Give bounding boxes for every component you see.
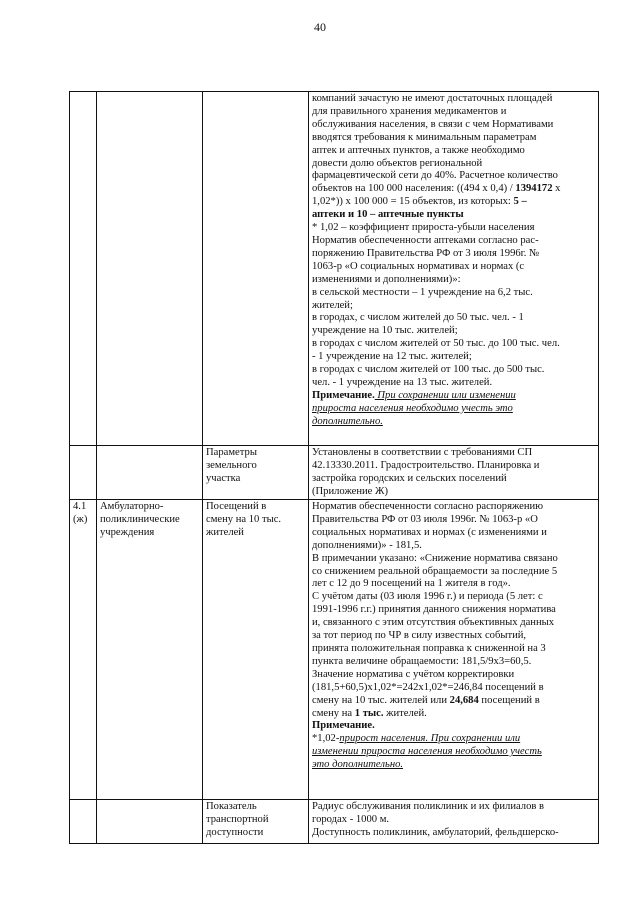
text-line: Правительства РФ от 03 июля 1996г. № 1063-р «О <box>312 513 538 525</box>
parameter-cell <box>203 446 309 500</box>
text-line: застройка городских и сельских поселений <box>312 472 507 484</box>
row-number-cell <box>70 446 97 500</box>
text-line: со снижением реальной обращаемости за последние 5 <box>312 565 558 577</box>
table-row <box>70 500 599 800</box>
text-line: социальных нормативах и нормах (с изменениями и <box>312 526 547 538</box>
text-line: 1063-р «О социальных нормативах и нормах (с <box>312 260 525 272</box>
facility-name: учреждения <box>100 526 155 538</box>
text-line: лет с 12 до 9 посещений на 1 жителя в год». <box>312 578 511 590</box>
text-line: принята положительная поправка к сниженной на 3 <box>312 642 546 654</box>
facility-name-cell <box>97 446 203 500</box>
table-row <box>70 92 599 446</box>
text-line: Норматив обеспеченности аптеками согласно рас- <box>312 234 539 246</box>
text-line: (Приложение Ж) <box>312 485 389 497</box>
text-line <box>312 196 595 209</box>
note-text: дополнительно. <box>312 415 383 427</box>
norms-table <box>69 91 599 844</box>
content-cell <box>309 800 599 844</box>
text-line: 1991-1996 г.г.) принятия данного снижения норматива <box>312 604 556 616</box>
text-line: Норматив обеспеченности согласно распоряжению <box>312 501 544 512</box>
formula-text: жителей. <box>383 707 427 719</box>
text-line <box>312 183 595 196</box>
text-line: довести долю объектов региональной <box>312 157 483 169</box>
formula-text: смену на <box>312 707 355 719</box>
parameter-label: жителей <box>206 526 244 538</box>
parameter-cell <box>203 92 309 446</box>
text-line: С учётом даты (03 июля 1996 г.) и периода (5 лет: с <box>312 591 543 603</box>
formula-text: посещений в <box>478 694 540 706</box>
note-text: При сохранении или изменении <box>374 389 516 401</box>
parameter-label: Параметры <box>206 447 257 458</box>
text-line: и, связанного с этим отсутствия объективных данных <box>312 617 555 629</box>
row-number-cell <box>70 800 97 844</box>
note-label: Примечание. <box>312 389 375 401</box>
note-text: прироста населения необходимо учесть это <box>312 402 513 414</box>
parameter-label: транспортной <box>206 813 269 825</box>
note-label: Примечание. <box>312 720 375 732</box>
text-line: 42.13330.2011. Градостроительство. Планировка и <box>312 459 540 471</box>
parameter-label: смену на 10 тыс. <box>206 513 282 525</box>
formula-text: объектов на 100 000 населения: ((494 x 0,4) / <box>312 183 513 195</box>
text-line: в городах с числом жителей от 50 тыс. до 100 тыс. чел. <box>312 338 560 350</box>
text-line: обслуживания населения, в связи с чем Нормативами <box>312 118 554 130</box>
text-line: чел. - 1 учреждение на 13 тыс. жителей. <box>312 376 493 388</box>
facility-name-cell <box>97 500 203 800</box>
text-line: В примечании указано: «Снижение норматива связано <box>312 552 558 564</box>
text-line <box>312 733 595 746</box>
text-line: в сельской местности – 1 учреждение на 6,2 тыс. <box>312 286 533 298</box>
row-number-cell <box>70 92 97 446</box>
text-line <box>312 708 595 721</box>
formula-text: x <box>552 183 561 195</box>
text-line: Доступность поликлиник, амбулаторий, фельдшерско- <box>312 826 559 838</box>
text-line: вводятся требования к минимальным параметрам <box>312 131 537 143</box>
note-text: это дополнительно. <box>312 759 404 771</box>
parameter-cell <box>203 500 309 800</box>
table-row <box>70 800 599 844</box>
text-line: в городах с числом жителей от 100 тыс. до 500 тыс. <box>312 364 545 376</box>
table-row <box>70 446 599 500</box>
text-line: пункта величине обращаемости: 181,5/9x3=60,5. <box>312 655 532 667</box>
text-line <box>312 695 595 708</box>
parameter-label: Показатель <box>206 801 257 812</box>
facility-name: Амбулаторно- <box>100 501 164 512</box>
text-line: (181,5+60,5)x1,02*=242x1,02*=246,84 посещений в <box>312 681 544 693</box>
population-value: 1394172 <box>515 183 553 195</box>
row-number: 4.1 <box>73 501 87 512</box>
text-line: изменениями и дополнениями)»: <box>312 273 461 285</box>
content-cell <box>309 446 599 500</box>
footnote-mark: *1,02- <box>312 733 340 745</box>
text-line: - 1 учреждение на 12 тыс. жителей; <box>312 351 472 363</box>
parameter-label: участка <box>206 472 241 484</box>
note-text: изменении прироста населения необходимо учесть <box>312 746 542 758</box>
parameter-label: доступности <box>206 826 264 838</box>
text-line: Радиус обслуживания поликлиник и их филиалов в <box>312 801 545 812</box>
parameter-label: земельного <box>206 459 257 471</box>
text-line: дополнениями)» - 181,5. <box>312 539 422 551</box>
row-number-cell <box>70 500 97 800</box>
text-line: Установлены в соответствии с требованиями СП <box>312 447 533 458</box>
facility-name-cell <box>97 92 203 446</box>
text-line: Значение норматива с учётом корректировки <box>312 668 515 680</box>
text-line: * 1,02 – коэффициент прироста-убыли населения <box>312 222 535 234</box>
text-line: поряжению Правительства РФ от 3 июля 1996г. № <box>312 247 540 259</box>
text-line: за тот период по ЧР в силу известных событий, <box>312 630 527 642</box>
text-line: аптеки и 10 – аптечные пункты <box>312 209 464 221</box>
facility-name: поликлинические <box>100 513 180 525</box>
note-text: прирост населения. При сохранении или <box>339 733 521 745</box>
facility-name-cell <box>97 800 203 844</box>
text-line: жителей; <box>312 299 353 311</box>
text-line: учреждение на 10 тыс. жителей; <box>312 325 458 337</box>
formula-text: 1,02*)) x 100 000 = 15 объектов, из которых: <box>312 196 511 208</box>
text-line: в городах, с числом жителей до 50 тыс. чел. - 1 <box>312 312 524 324</box>
content-cell <box>309 500 599 800</box>
text-line: городах - 1000 м. <box>312 813 390 825</box>
content-cell <box>309 92 599 446</box>
parameter-label: Посещений в <box>206 501 267 512</box>
pharmacy-count: 5 – <box>510 196 527 208</box>
population-unit: 1 тыс. <box>354 707 384 719</box>
page-number: 40 <box>314 20 326 34</box>
text-line: для правильного хранения медикаментов и <box>312 105 507 117</box>
text-line <box>312 390 595 403</box>
text-line: компаний зачастую не имеют достаточных площадей <box>312 93 553 104</box>
text-line: фармацевтической сети до 40%. Расчетное количество <box>312 170 558 182</box>
visits-value: 24,684 <box>449 694 479 706</box>
parameter-cell <box>203 800 309 844</box>
text-line: аптек и аптечных пунктов, а также необходимо <box>312 144 525 156</box>
formula-text: смену на 10 тыс. жителей или <box>312 694 450 706</box>
row-number: (ж) <box>73 513 88 525</box>
